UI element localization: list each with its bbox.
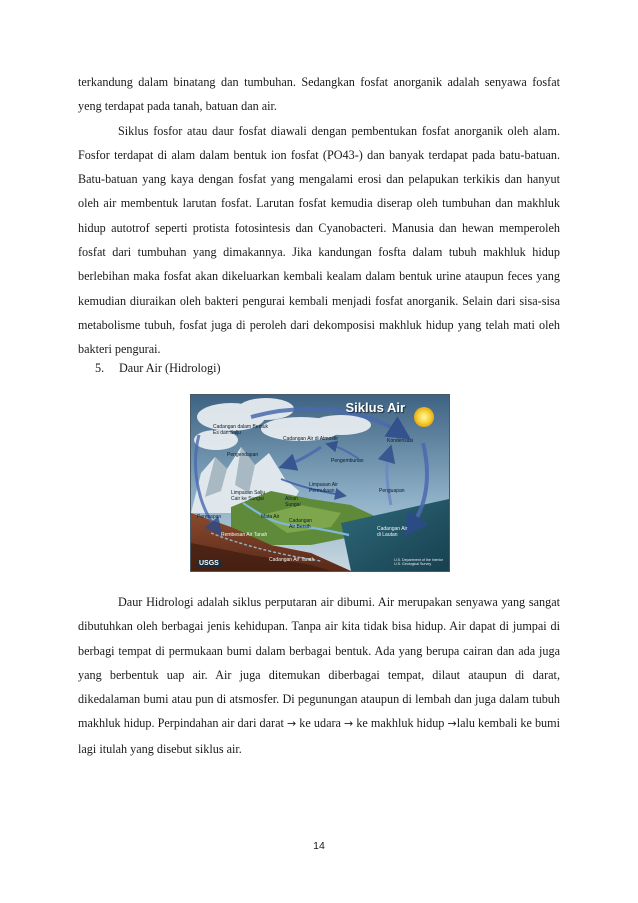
label-cadangan-air-tanah: Cadangan Air Tanah: [269, 557, 315, 563]
section-number: 5.: [95, 361, 105, 375]
label-pengembunan: Pengembunan: [331, 458, 364, 464]
sun: [414, 407, 434, 427]
paragraph-hydrology: [78, 590, 560, 761]
label-mata-air: Mata Air: [261, 514, 280, 520]
usgs-logo: USGS: [199, 560, 219, 567]
label-rembesan-air-tanah: Rembesan Air Tanah: [221, 532, 268, 538]
hydrology-text: Daur Hidrologi adalah siklus perputaran air dibumi. Air merupakan senyawa yang sangat dibutuhkan oleh berbagai jenis kehidupan. Tanpa air kita tidak bisa hidup. Air dapat di jumpai di berbagi tempat di permukaan bumi dalam berbagai bentuk. Ada yang berupa cairan dan ada juga yang berbentuk uap air. Air juga ditemukan diberbagai tempat, dilaut ataupun di darat, dikedalaman bumi atau pun di atsmosfer. Di pegunungan ataupun di lembah dan juga dalam tubuh makhluk hidup. Perpindahan air dari darat: [78, 595, 560, 731]
label-cadangan-atmosfir: Cadangan Air di Atmosfir: [283, 436, 339, 442]
flow-step-3: lalu kembali ke bumi lagi itulah yang disebut siklus air.: [78, 716, 561, 756]
label-limpasan-salju: Limpasan Salju Cair ke Sungai: [231, 490, 266, 502]
label-limpasan-air: Limpasan Air Permukaan: [309, 482, 338, 494]
label-pengendapan: Pengendapan: [227, 452, 259, 458]
top-text-block: [78, 70, 560, 362]
label-penguapan: Penguapan: [379, 488, 405, 494]
section-title: Daur Air (Hidrologi): [119, 361, 221, 375]
arrow-icon: →: [447, 717, 457, 731]
section-heading: [95, 358, 221, 378]
label-aliran-sungai: Aliran Sungai: [285, 496, 301, 508]
label-cadangan-es: [213, 425, 268, 436]
paragraph-phosphate-cycle: Siklus fosfor atau daur fosfat diawali dengan pembentukan fosfat anorganik oleh alam. Fosfor terdapat di alam dalam bentuk ion fosfat (PO43-) dan banyak terdapat pada batu-batuan. Batu-batuan yang kaya dengan fosfat yang mengalami erosi dan pelapukan terkikis dan hanyut oleh air membentuk larutan fosfat. Larutan fosfat kemudia diserap oleh tumbuhan dan makhluk hidup autotrof seperti protista fotosintesis dan Cyanobacteri. Manusia dan hewan memperoleh fosfat dari tumbuhan yang dimakannya. Jika kandungan fosfta dalam tubuh makhluk hidup berlebihan maka fosfat akan dikeluarkan kembali kealam dalam bentuk urine ataupun feces yang kemudian diuraikan oleh bakteri pengurai kembali menjadi fosfat anorganik. Selain dari sisa-sisa metabolisme tubuh, fosfat juga di peroleh dari dekomposisi makhluk hidup yang telah mati oleh bakteri pengurai.: [78, 123, 560, 357]
label-cadangan-es-text: Cadangan dalam Bentuk Es dan Salju: [213, 424, 269, 436]
figure-credit: U.S. Department of the Interior U.S. Geological Survey: [394, 558, 443, 566]
label-peresapan: Peresapan: [197, 514, 222, 520]
figure-title: Siklus Air: [345, 400, 405, 415]
label-kondensasi: Kondensasi: [387, 438, 414, 444]
page-number: 14: [313, 840, 325, 852]
label-cadangan-lautan: Cadangan Air di Lautan: [377, 526, 408, 538]
bottom-text-block: [78, 590, 560, 761]
arrow-icon: →: [287, 717, 297, 731]
flow-step-1: ke udara: [299, 716, 341, 731]
paragraph-continuation: terkandung dalam binatang dan tumbuhan. Sedangkan fosfat anorganik adalah senyawa fosfat yeng terdapat pada tanah, batuan dan air.: [78, 75, 560, 114]
label-cadangan-air-bersih: Cadangan Air Bersih: [289, 518, 313, 530]
arrow-icon: →: [344, 717, 354, 731]
water-cycle-figure: [190, 394, 450, 572]
flow-step-2: ke makhluk hidup: [356, 716, 445, 731]
